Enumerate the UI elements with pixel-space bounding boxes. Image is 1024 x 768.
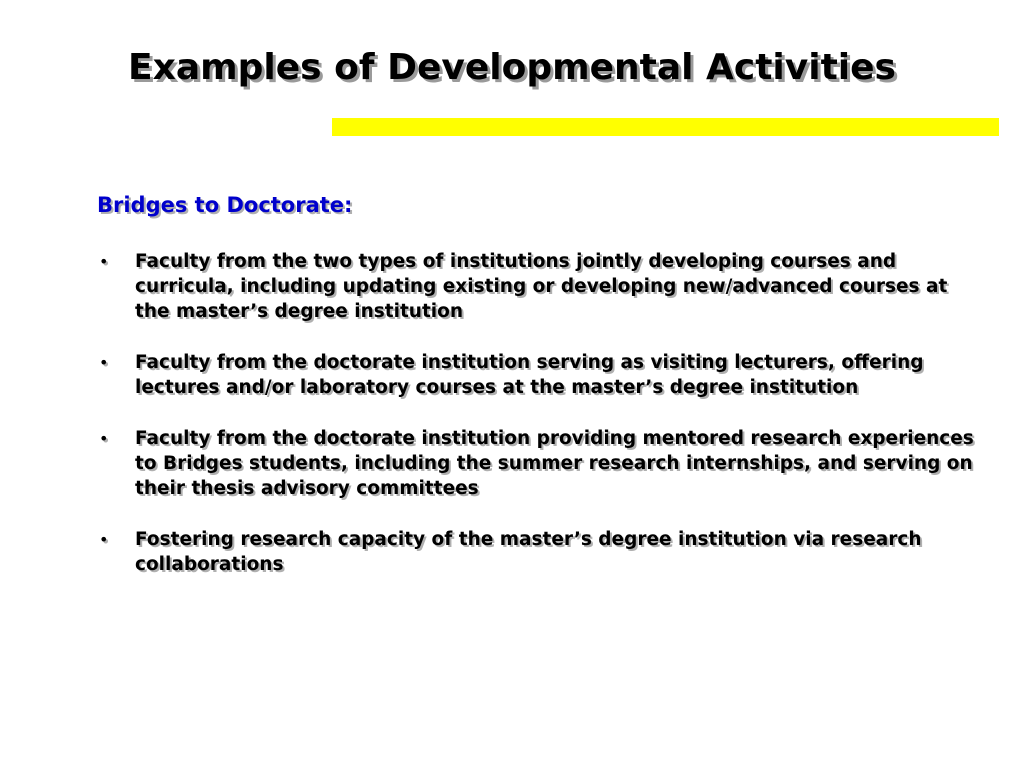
bullet-text: Faculty from the doctorate institution serving as visiting lecturers, offering lectures and/or laboratory courses at the master’s degree institution [135, 352, 924, 398]
slide-title: Examples of Developmental Activities [128, 47, 896, 88]
bullet-text: Fostering research capacity of the master’s degree institution via research collaborations [135, 529, 922, 575]
bullet-item [97, 249, 977, 324]
bullet-text: Faculty from the doctorate institution providing mentored research experiences to Bridges students, including the summer research internships, and serving on their thesis advisory committees [135, 428, 974, 499]
bullet-marker: • [99, 353, 109, 372]
bullet-item [97, 426, 977, 501]
bullet-item [97, 527, 977, 577]
title-accent-bar [332, 118, 999, 136]
bullet-marker: • [99, 252, 109, 271]
bullet-marker: • [99, 429, 109, 448]
section-heading: Bridges to Doctorate: [97, 193, 353, 217]
bullet-list [97, 249, 977, 577]
bullet-marker: • [99, 530, 109, 549]
bullet-item [97, 350, 977, 400]
bullet-text: Faculty from the two types of institutions jointly developing courses and curricula, including updating existing or developing new/advanced courses at the master’s degree institution [135, 251, 948, 322]
